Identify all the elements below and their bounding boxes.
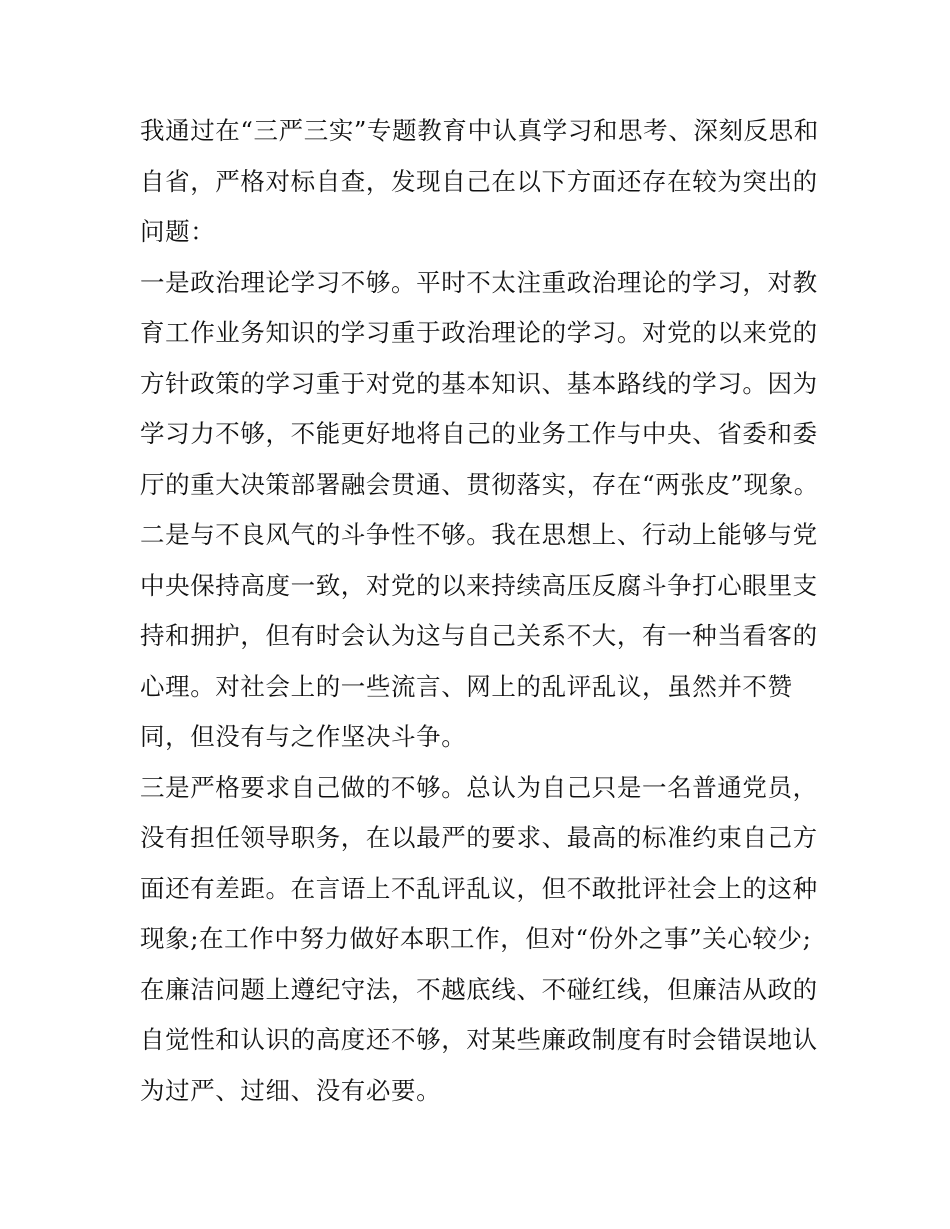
text-line-2: 自省，严格对标自查，发现自己在以下方面还存在较为突出的 [140,166,818,196]
text-line-16: 面还有差距。在言语上不乱评乱议，但不敢批评社会上的这种 [140,873,818,903]
text-line-7: 学习力不够，不能更好地将自己的业务工作与中央、省委和委 [140,419,818,448]
text-line-14: 三是严格要求自己做的不够。总认为自己只是一名普通党员， [140,772,818,802]
text-line-12: 心理。对社会上的一些流言、网上的乱评乱议，虽然并不赞 [140,671,793,701]
text-line-19: 自觉性和认识的高度还不够，对某些廉政制度有时会错误地认 [140,1025,818,1054]
text-line-8: 厅的重大决策部署融会贯通、贯彻落实，存在“两张皮”现象。 [140,469,819,499]
text-line-5: 育工作业务知识的学习重于政治理论的学习。对党的以来党的 [140,318,818,347]
text-line-6: 方针政策的学习重于对党的基本知识、基本路线的学习。因为 [140,368,818,398]
document-body [140,106,830,1116]
text-line-4: 一是政治理论学习不够。平时不太注重政治理论的学习，对教 [140,267,818,297]
text-line-13: 同，但没有与之作坚决斗争。 [140,722,467,751]
text-line-1: 我通过在“三严三实”专题教育中认真学习和思考、深刻反思和 [140,116,819,145]
text-line-3: 问题： [140,217,216,246]
text-line-10: 中央保持高度一致，对党的以来持续高压反腐斗争打心眼里支 [140,570,818,600]
text-line-18: 在廉洁问题上遵纪守法，不越底线、不碰红线，但廉洁从政的 [140,974,818,1004]
text-line-11: 持和拥护，但有时会认为这与自己关系不大，有一种当看客的 [140,621,818,650]
text-line-9: 二是与不良风气的斗争性不够。我在思想上、行动上能够与党 [140,520,818,549]
text-line-15: 没有担任领导职务，在以最严的要求、最高的标准约束自己方 [140,823,818,852]
text-line-17: 现象;在工作中努力做好本职工作，但对“份外之事”关心较少; [140,924,812,953]
text-line-20: 为过严、过细、没有必要。 [140,1075,442,1105]
